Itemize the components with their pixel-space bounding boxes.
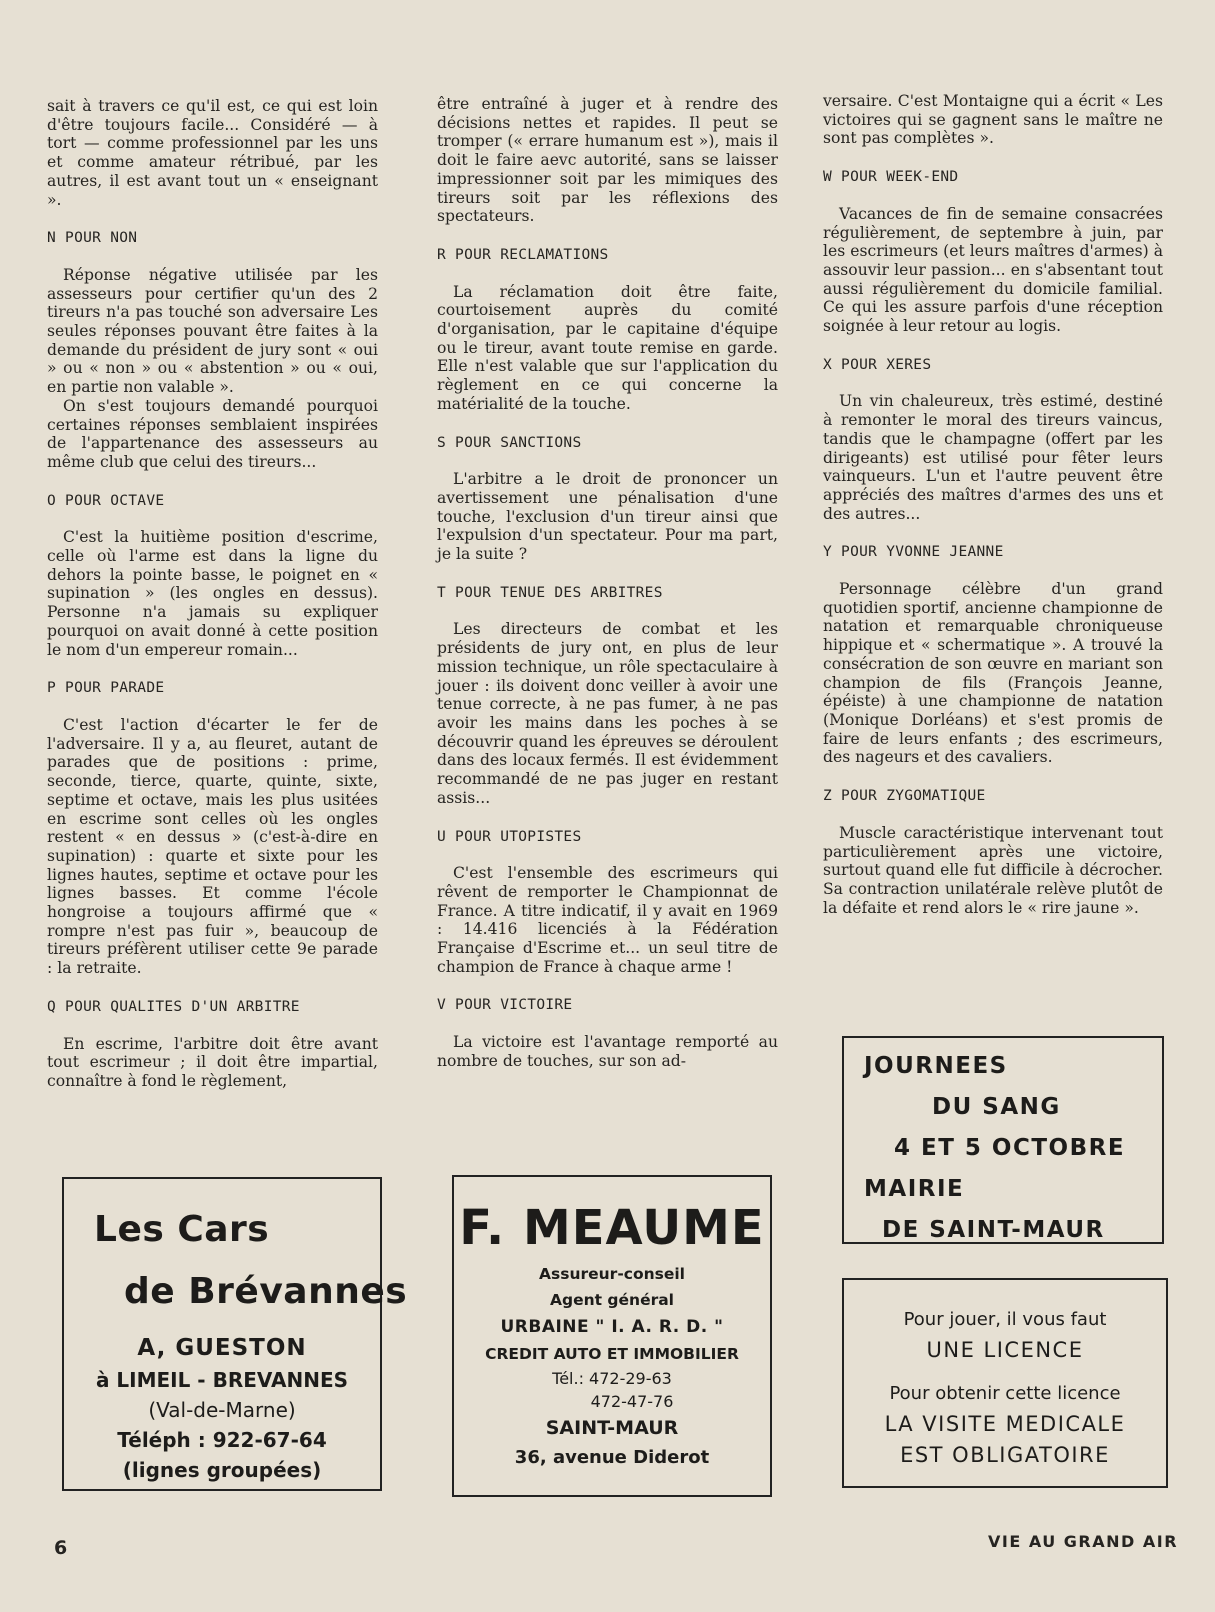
ad-meaume-company: URBAINE " I. A. R. D. " bbox=[500, 1317, 724, 1337]
section-heading-o: O POUR OCTAVE bbox=[47, 492, 165, 509]
ad-sang-line5: DE SAINT-MAUR bbox=[882, 1217, 1105, 1243]
ad-sang-line1: JOURNEES bbox=[864, 1053, 1008, 1079]
ad-sang-line4: MAIRIE bbox=[864, 1176, 965, 1202]
ad-meaume-tel2: 472-47-76 bbox=[590, 1392, 674, 1411]
col3-intro: versaire. C'est Montaigne qui a écrit « Les victoires qui se gagnent sans le maître ne sont pas complètes ». bbox=[823, 92, 1163, 148]
ad-licence-line3: Pour obtenir cette licence bbox=[889, 1383, 1121, 1404]
ad-licence-line1: Pour jouer, il vous faut bbox=[903, 1309, 1107, 1330]
ad-cars-phone: Téléph : 922-67-64 bbox=[117, 1428, 327, 1452]
section-t-paragraph: Les directeurs de combat et les présidents de jury ont, en plus de leur mission technique, un rôle spectaculaire à jouer : ils doivent donc veiller à avoir une tenue correcte, à ne pas fumer, à ne pas avoir les mains dans les poches à se découvrir quand les épreuves se déroulent dans des locaux fermés. Il est évidemment recommandé de ne pas juger en restant assis... bbox=[437, 620, 778, 807]
section-heading-n: N POUR NON bbox=[47, 230, 138, 247]
ad-meaume-role1: Assureur-conseil bbox=[539, 1265, 685, 1283]
section-s-paragraph: L'arbitre a le droit de prononcer un avertissement une pénalisation d'une touche, l'exclusion d'un tireur ainsi que l'expulsion d'un spectateur. Pour ma part, je la suite ? bbox=[437, 470, 778, 564]
ad-meaume-city: SAINT-MAUR bbox=[545, 1417, 679, 1439]
ad-licence-line5: EST OBLIGATOIRE bbox=[900, 1443, 1110, 1467]
ad-cars-region: (Val-de-Marne) bbox=[148, 1398, 296, 1422]
section-heading-z: Z POUR ZYGOMATIQUE bbox=[823, 788, 986, 805]
section-n-paragraph-2: On s'est toujours demandé pourquoi certaines réponses semblaient inspirées de l'appartenance des assesseurs au même club que celui des tireurs... bbox=[47, 396, 378, 471]
section-heading-y: Y POUR YVONNE JEANNE bbox=[823, 544, 1004, 561]
ad-meaume-role2: Agent général bbox=[549, 1291, 674, 1309]
section-v-paragraph: La victoire est l'avantage remporté au nombre de touches, sur son ad- bbox=[437, 1033, 778, 1070]
section-heading-x: X POUR XERES bbox=[823, 356, 932, 373]
section-z-paragraph: Muscle caractéristique intervenant tout particulièrement après une victoire, surtout quand elle fut difficile à décrocher. Sa contraction unilatérale relève plutôt de la défaite et rend alors le « rire jaune ». bbox=[823, 823, 1163, 917]
section-p-paragraph: C'est l'action d'écarter le fer de l'adversaire. Il y a, au fleuret, autant de parades que de positions : prime, seconde, tierce, quarte, quinte, sixte, septime et octave, mais les plus usitées en escrime sont celles où les ongles restent « en dessus » (c'est-à-dire en supination) : quarte et sixte pour les lignes hautes, septime et octave pour les lignes basses. Et comme l'école hongroise a toujours affirmé que « rompre n'est pas fuir », beaucoup de tireurs préfèrent utiliser cette 9e parade : la retraite. bbox=[47, 715, 378, 978]
ad-meaume-credit: CREDIT AUTO ET IMMOBILIER bbox=[485, 1345, 739, 1363]
magazine-name: VIE AU GRAND AIR bbox=[988, 1532, 1179, 1551]
section-y-paragraph: Personnage célèbre d'un grand quotidien sportif, ancienne championne de natation et remarquable chroniqueuse hippique et « schermatique ». A trouvé la consécration de son œuvre en mariant son champion de fils (François Jeanne, épéiste) à une championne de natation (Monique Dorléans) et s'est promis de faire de leurs enfants ; des escrimeurs, des nageurs et des cavaliers. bbox=[823, 580, 1163, 767]
section-r-paragraph: La réclamation doit être faite, courtoisement auprès du comité d'organisation, par le capitaine d'équipe ou le tireur, avant toute remise en garde. Elle n'est valable que sur l'application du règlement en ce qui concerne la matérialité de la touche. bbox=[437, 282, 778, 413]
section-u-paragraph: C'est l'ensemble des escrimeurs qui rêvent de remporter le Championnat de France. A titre indicatif, il y avait en 1969 : 14.416 licenciés à la Fédération Française d'Escrime et... un seul titre de champion de France à chaque arme ! bbox=[437, 864, 778, 976]
ad-meaume-tel1: Tél.: 472-29-63 bbox=[552, 1369, 672, 1388]
section-x-paragraph: Un vin chaleureux, très estimé, destiné à remonter le moral des tireurs vaincus, tandis que le champagne (offert par les dirigeants) est utilisé pour fêter leurs vainqueurs. L'un et l'autre peuvent être appréciés des maîtres d'armes des uns et des autres... bbox=[823, 392, 1163, 523]
ad-licence-line2: UNE LICENCE bbox=[926, 1338, 1084, 1362]
article-column-2 bbox=[437, 95, 778, 1071]
ad-cars-line2: de Brévannes bbox=[124, 1271, 408, 1312]
ad-f-meaume bbox=[452, 1175, 772, 1497]
section-heading-v: V POUR VICTOIRE bbox=[437, 997, 573, 1014]
section-heading-t: T POUR TENUE DES ARBITRES bbox=[437, 584, 663, 601]
section-q-paragraph: En escrime, l'arbitre doit être avant tout escrimeur ; il doit être impartial, connaître à fond le règlement, bbox=[47, 1034, 378, 1090]
page-number: 6 bbox=[54, 1537, 68, 1559]
section-heading-q: Q POUR QUALITES D'UN ARBITRE bbox=[47, 998, 300, 1015]
section-w-paragraph: Vacances de fin de semaine consacrées régulièrement, de septembre à juin, par les escrimeurs (et leurs maîtres d'armes) à assouvir leur passion... en s'absentant tout aussi régulièrement du domicile familial. Ce qui les assure parfois d'une réception soignée à leur retour au logis. bbox=[823, 204, 1163, 336]
ad-cars-line1: Les Cars bbox=[94, 1209, 270, 1250]
article-column-3 bbox=[823, 92, 1163, 917]
ad-cars-name: A, GUESTON bbox=[137, 1335, 307, 1361]
col1-intro: sait à travers ce qu'il est, ce qui est loin d'être toujours facile... Considéré — à tort — comme professionnel par les uns et comme amateur rétribué, par les autres, il est avant tout un « enseignant ». bbox=[47, 97, 378, 209]
ad-licence-line4: LA VISITE MEDICALE bbox=[884, 1412, 1126, 1436]
ad-meaume-name: F. MEAUME bbox=[459, 1200, 765, 1256]
section-heading-s: S POUR SANCTIONS bbox=[437, 434, 582, 451]
ad-sang-line3: 4 ET 5 OCTOBRE bbox=[894, 1135, 1126, 1161]
ad-cars-note: (lignes groupées) bbox=[122, 1458, 322, 1482]
section-o-paragraph: C'est la huitième position d'escrime, celle où l'arme est dans la ligne du dehors la pointe basse, le poignet en « supination » (les ongles en dessus). Personne n'a jamais su expliquer pourquoi on avait donné à cette position le nom d'un empereur romain... bbox=[47, 528, 378, 659]
section-heading-r: R POUR RECLAMATIONS bbox=[437, 246, 609, 263]
section-n-paragraph-1: Réponse négative utilisée par les assesseurs pour certifier qu'un des 2 tireurs n'a pas touché son adversaire Les seules réponses pouvant être faites à la demande du président de jury sont « oui » ou « non » ou « abstention » ou « oui, en partie non valable ». bbox=[47, 265, 378, 397]
ad-sang-line2: DU SANG bbox=[932, 1094, 1061, 1120]
section-heading-w: W POUR WEEK-END bbox=[823, 169, 959, 186]
col2-intro: être entraîné à juger et à rendre des décisions nettes et rapides. Il peut se tromper (« errare humanum est »), mais il doit le faire aevc autorité, sans se laisser impressionner soit par les mimiques des tireurs soit par les réflexions des spectateurs. bbox=[437, 95, 778, 226]
section-heading-p: P POUR PARADE bbox=[47, 680, 165, 697]
ad-meaume-address: 36, avenue Diderot bbox=[514, 1447, 710, 1468]
article-column-1 bbox=[47, 97, 378, 1091]
ad-cars-de-brevannes bbox=[62, 1177, 408, 1491]
ad-cars-city: à LIMEIL - BREVANNES bbox=[95, 1368, 349, 1392]
ad-journees-du-sang bbox=[842, 1036, 1164, 1244]
ad-licence bbox=[842, 1278, 1168, 1488]
section-heading-u: U POUR UTOPISTES bbox=[437, 828, 582, 845]
